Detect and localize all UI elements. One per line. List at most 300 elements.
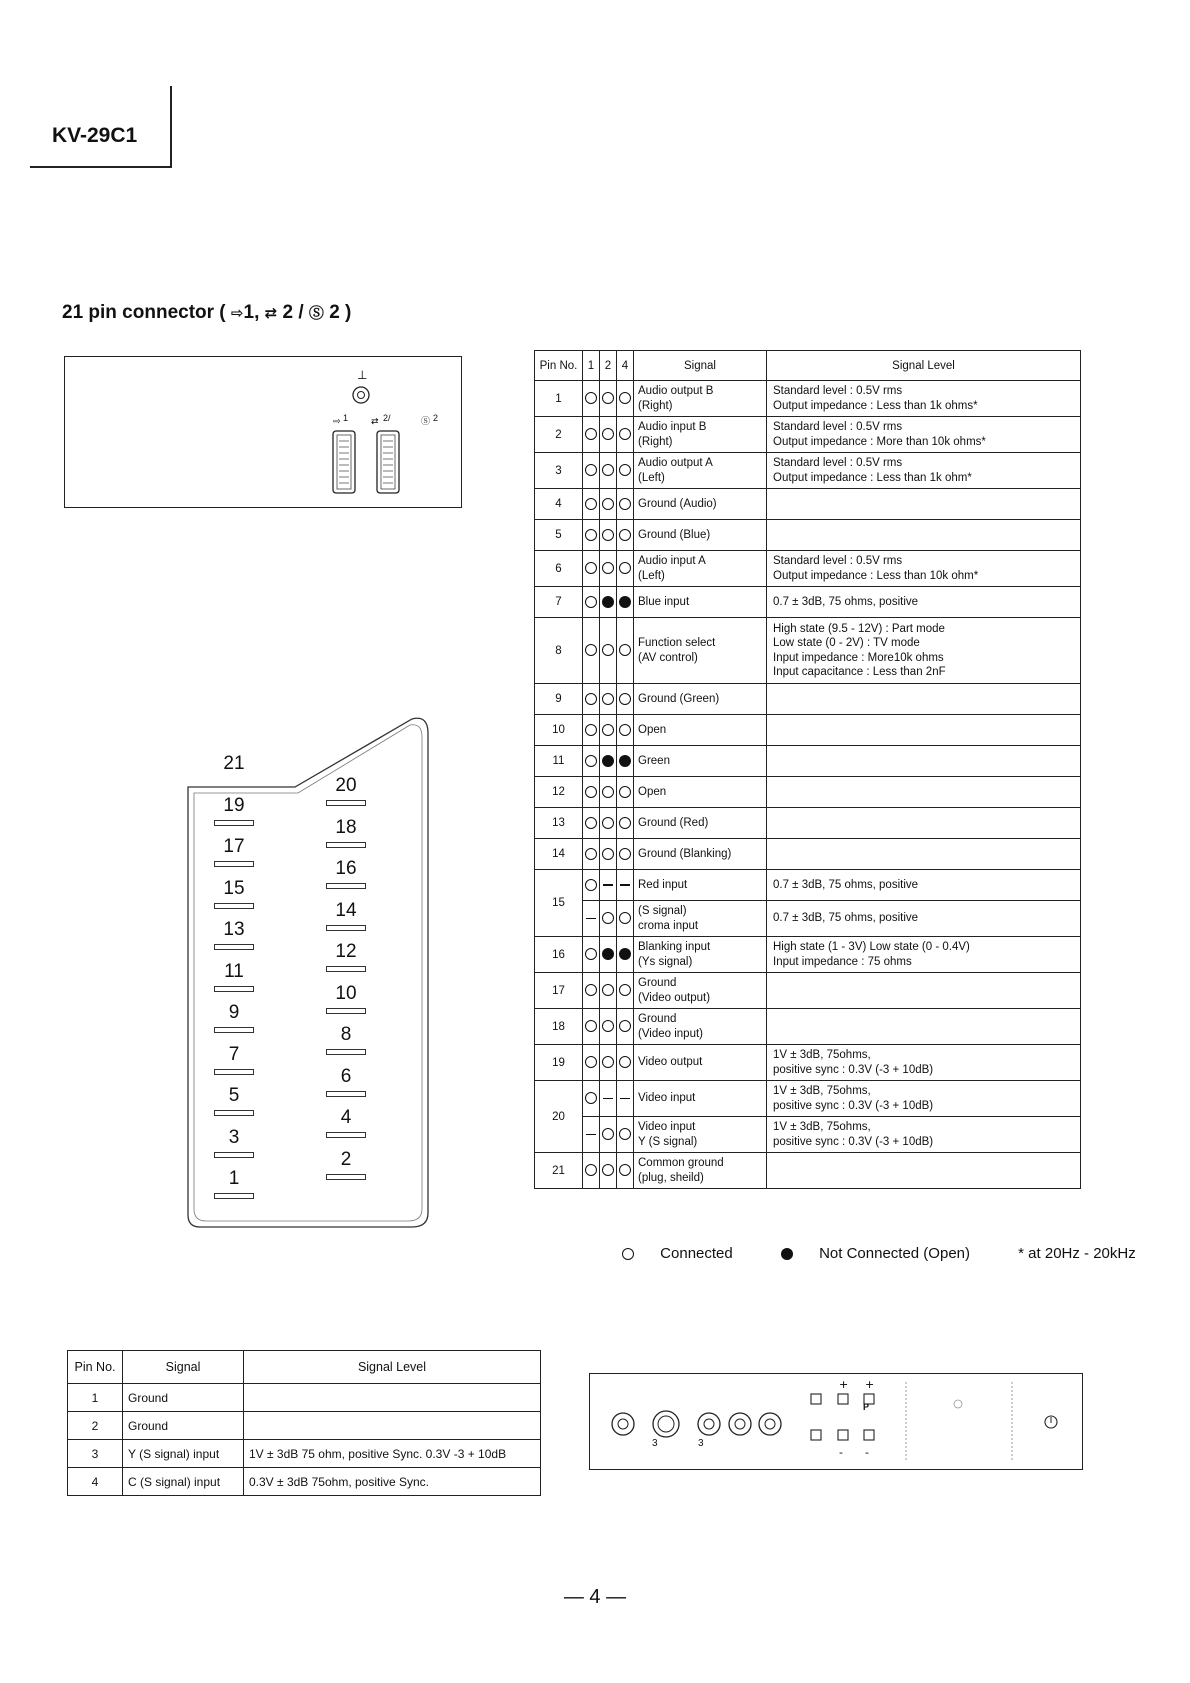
connected-icon	[602, 1056, 614, 1068]
front-label-p: P	[863, 1402, 870, 1412]
headphone-jack-icon	[612, 1413, 634, 1435]
signal-name: C (S signal) input	[123, 1468, 244, 1496]
signal-name: Ground (Audio)	[634, 489, 767, 520]
signal-level: Standard level : 0.5V rms Output impedance : More than 10k ohms*	[767, 417, 1081, 453]
header-level: Signal Level	[244, 1351, 541, 1384]
signal-name: Green	[634, 746, 767, 777]
pin-number: 11	[535, 746, 583, 777]
connected-icon	[619, 984, 631, 996]
connected-icon	[619, 498, 631, 510]
connected-icon	[602, 1020, 614, 1032]
connection-mark	[600, 1117, 617, 1153]
pin-label: 9	[228, 1002, 240, 1023]
table-row	[535, 973, 1081, 1009]
signal-level: Standard level : 0.5V rms Output impedance : Less than 1k ohm*	[767, 453, 1081, 489]
audio-r-jack-icon	[759, 1413, 781, 1435]
table-row	[535, 777, 1081, 808]
s-video-icon: Ⓢ	[421, 417, 431, 427]
title-1: 1,	[243, 302, 260, 323]
connection-mark	[600, 1153, 617, 1189]
table-row	[535, 1009, 1081, 1045]
connected-icon	[619, 428, 631, 440]
connected-icon	[585, 392, 597, 404]
pin-number: 19	[535, 1045, 583, 1081]
connection-mark	[600, 715, 617, 746]
pin-contact	[326, 1091, 366, 1097]
connected-icon	[602, 984, 614, 996]
connection-mark	[617, 1009, 634, 1045]
signal-level: Standard level : 0.5V rms Output impedance : Less than 1k ohms*	[767, 381, 1081, 417]
signal-level	[767, 1009, 1081, 1045]
table-row	[535, 489, 1081, 520]
scart-inout-icon: ⇄	[371, 417, 379, 427]
connection-mark	[583, 839, 600, 870]
signal-name: Common ground (plug, sheild)	[634, 1153, 767, 1189]
table-row	[68, 1384, 541, 1412]
button-icon	[838, 1394, 848, 1404]
not-applicable-icon	[586, 918, 596, 920]
front-panel-drawing	[590, 1374, 1082, 1469]
button-icon	[864, 1430, 874, 1440]
pin-number: 10	[535, 715, 583, 746]
signal-name: Blue input	[634, 587, 767, 618]
signal-name: Ground (Blue)	[634, 520, 767, 551]
audio-l-jack-icon	[729, 1413, 751, 1435]
connection-mark	[600, 1081, 617, 1117]
connection-mark	[600, 587, 617, 618]
pin-number: 18	[535, 1009, 583, 1045]
pin-contact	[214, 1069, 254, 1075]
legend	[622, 1245, 1158, 1262]
legend-connected: Connected	[660, 1245, 733, 1262]
header-pin: Pin No.	[68, 1351, 123, 1384]
signal-name: Audio output B (Right)	[634, 381, 767, 417]
not-connected-icon	[602, 755, 614, 767]
table-row	[535, 715, 1081, 746]
not-connected-icon	[619, 755, 631, 767]
connection-mark	[600, 746, 617, 777]
connected-icon	[602, 724, 614, 736]
button-icon	[811, 1430, 821, 1440]
connected-icon	[619, 562, 631, 574]
pin-label: 1	[228, 1168, 240, 1189]
connected-icon	[585, 948, 597, 960]
connection-mark	[583, 1153, 600, 1189]
connection-mark	[617, 839, 634, 870]
connection-mark	[583, 520, 600, 551]
connected-icon	[622, 1248, 634, 1260]
table-row	[535, 937, 1081, 973]
connection-mark	[600, 839, 617, 870]
pin-contact	[326, 1174, 366, 1180]
connection-mark	[600, 973, 617, 1009]
connected-icon	[602, 848, 614, 860]
connection-mark	[600, 489, 617, 520]
signal-level	[767, 520, 1081, 551]
connection-mark	[600, 808, 617, 839]
pin-contact	[214, 903, 254, 909]
signal-name: Video output	[634, 1045, 767, 1081]
connection-mark	[600, 618, 617, 684]
scart-1-connector	[333, 431, 355, 493]
pin-label: 20	[335, 775, 357, 796]
connection-mark	[617, 489, 634, 520]
plus-icon: +	[839, 1378, 849, 1391]
antenna-icon: ⊥	[357, 368, 368, 382]
connection-mark	[600, 777, 617, 808]
table-row	[535, 1045, 1081, 1081]
scart-inout-icon: ⇄	[264, 305, 278, 322]
signal-name: Ground (Video input)	[634, 1009, 767, 1045]
signal-name: Function select (AV control)	[634, 618, 767, 684]
connected-icon	[585, 529, 597, 541]
pin-label: 19	[223, 794, 245, 816]
connected-icon	[619, 1056, 631, 1068]
signal-level	[767, 684, 1081, 715]
connection-mark	[583, 489, 600, 520]
signal-level	[767, 839, 1081, 870]
connected-icon	[619, 848, 631, 860]
rear-panel-drawing	[65, 357, 461, 507]
pin-label: 3	[228, 1126, 240, 1148]
connection-mark	[617, 777, 634, 808]
pin-number: 2	[68, 1412, 123, 1440]
connection-mark	[583, 684, 600, 715]
not-applicable-icon	[603, 1098, 613, 1100]
connection-mark	[583, 777, 600, 808]
pin-contact	[326, 883, 366, 889]
connected-icon	[585, 755, 597, 767]
connected-icon	[585, 817, 597, 829]
connection-mark	[600, 937, 617, 973]
signal-name: (S signal) croma input	[634, 901, 767, 937]
signal-name: Video input Y (S signal)	[634, 1117, 767, 1153]
connected-icon	[585, 786, 597, 798]
pin-contact	[326, 800, 366, 806]
connected-icon	[602, 912, 614, 924]
front-label-3b: 3	[698, 1438, 704, 1449]
connection-mark	[583, 901, 600, 937]
pin-contact	[326, 1049, 366, 1055]
minus-icon: -	[865, 1446, 869, 1459]
table-header-row	[68, 1351, 541, 1384]
table-row	[535, 417, 1081, 453]
standby-indicator-icon	[954, 1400, 962, 1408]
button-icon	[838, 1430, 848, 1440]
signal-name: Ground (Green)	[634, 684, 767, 715]
connected-icon	[602, 1164, 614, 1176]
not-connected-icon	[781, 1248, 793, 1260]
connected-icon	[585, 428, 597, 440]
signal-level: High state (9.5 - 12V) : Part mode Low state (0 - 2V) : TV mode Input impedance : More10k ohms Input capacitance : Less than 2nF	[767, 618, 1081, 684]
pin-number: 4	[68, 1468, 123, 1496]
connection-mark	[617, 1045, 634, 1081]
signal-level: 0.3V ± 3dB 75ohm, positive Sync.	[244, 1468, 541, 1496]
table-row	[535, 870, 1081, 901]
connected-icon	[585, 1092, 597, 1104]
pin-label: 10	[335, 982, 357, 1004]
connected-icon	[585, 693, 597, 705]
connected-icon	[602, 392, 614, 404]
connection-mark	[617, 1081, 634, 1117]
pin-contact	[214, 1152, 254, 1158]
connection-mark	[583, 453, 600, 489]
connected-icon	[619, 1128, 631, 1140]
table-row	[68, 1440, 541, 1468]
pin-number: 13	[535, 808, 583, 839]
not-connected-icon	[602, 948, 614, 960]
connected-icon	[602, 464, 614, 476]
connection-mark	[583, 1117, 600, 1153]
signal-name: Ground	[123, 1412, 244, 1440]
pin-label: 5	[228, 1085, 240, 1106]
pin-number: 7	[535, 587, 583, 618]
s-video-jack-icon	[653, 1411, 679, 1437]
connection-mark	[617, 453, 634, 489]
front-panel	[589, 1373, 1083, 1470]
table-row	[535, 551, 1081, 587]
header-col-2: 2	[600, 351, 617, 381]
pin-contact	[214, 944, 254, 950]
signal-name: Audio input B (Right)	[634, 417, 767, 453]
connected-icon	[585, 1164, 597, 1176]
pin-signal-table	[534, 350, 1081, 1189]
signal-level: 0.7 ± 3dB, 75 ohms, positive	[767, 870, 1081, 901]
connected-icon	[619, 529, 631, 541]
signal-level: Standard level : 0.5V rms Output impedance : Less than 10k ohm*	[767, 551, 1081, 587]
signal-level	[767, 715, 1081, 746]
connection-mark	[600, 684, 617, 715]
not-connected-icon	[619, 948, 631, 960]
connected-icon	[619, 1164, 631, 1176]
signal-level	[767, 777, 1081, 808]
connected-icon	[585, 498, 597, 510]
signal-name: Audio input A (Left)	[634, 551, 767, 587]
signal-name: Ground (Blanking)	[634, 839, 767, 870]
pin-contact	[214, 1027, 254, 1033]
connection-mark	[600, 453, 617, 489]
button-icon	[811, 1394, 821, 1404]
pin-number: 9	[535, 684, 583, 715]
signal-level	[767, 489, 1081, 520]
table-row	[535, 684, 1081, 715]
signal-name: Open	[634, 715, 767, 746]
connection-mark	[583, 618, 600, 684]
pin-number: 21	[535, 1153, 583, 1189]
video-jack-icon	[698, 1413, 720, 1435]
pin-number: 1	[68, 1384, 123, 1412]
table-row	[535, 746, 1081, 777]
section-title	[62, 302, 351, 324]
header-pin: Pin No.	[535, 351, 583, 381]
connection-mark	[617, 1153, 634, 1189]
header-signal: Signal	[634, 351, 767, 381]
table-row	[535, 453, 1081, 489]
connected-icon	[585, 724, 597, 736]
connection-mark	[583, 973, 600, 1009]
not-applicable-icon	[603, 884, 613, 886]
connection-mark	[583, 1045, 600, 1081]
title-prefix: 21 pin connector (	[62, 302, 226, 323]
connected-icon	[585, 596, 597, 608]
connection-mark	[617, 1117, 634, 1153]
signal-level	[244, 1384, 541, 1412]
connected-icon	[602, 498, 614, 510]
table-row	[535, 808, 1081, 839]
pin-contact	[326, 925, 366, 931]
pin-label: 17	[223, 836, 245, 857]
connection-mark	[583, 746, 600, 777]
connected-icon	[619, 912, 631, 924]
plus-icon: +	[865, 1378, 875, 1391]
rear-panel	[64, 356, 462, 508]
signal-level	[767, 1153, 1081, 1189]
page-number: — 4 —	[563, 1586, 627, 1608]
table-row	[68, 1412, 541, 1440]
connected-icon	[619, 724, 631, 736]
scart-2-connector	[377, 431, 399, 493]
signal-level: 0.7 ± 3dB, 75 ohms, positive	[767, 901, 1081, 937]
signal-name: Open	[634, 777, 767, 808]
pin-contact	[214, 820, 254, 826]
signal-level: 1V ± 3dB, 75ohms, positive sync : 0.3V (-3 + 10dB)	[767, 1081, 1081, 1117]
pin-number: 14	[535, 839, 583, 870]
header-col-1: 1	[583, 351, 600, 381]
connected-icon	[602, 817, 614, 829]
signal-name: Ground	[123, 1384, 244, 1412]
pin-contact	[214, 861, 254, 867]
connection-mark	[600, 870, 617, 901]
connected-icon	[619, 1020, 631, 1032]
signal-name: Audio output A (Left)	[634, 453, 767, 489]
pin-number: 6	[535, 551, 583, 587]
connection-mark	[617, 417, 634, 453]
connection-mark	[617, 684, 634, 715]
rear-label-3: 2	[433, 413, 439, 423]
table-row	[535, 381, 1081, 417]
scart-in-icon: ⇨	[333, 417, 341, 427]
pin-label: 6	[340, 1065, 352, 1087]
connected-icon	[602, 529, 614, 541]
pin-label: 14	[335, 899, 357, 921]
connection-mark	[617, 973, 634, 1009]
connection-mark	[583, 715, 600, 746]
signal-level	[767, 808, 1081, 839]
minus-icon: -	[839, 1446, 843, 1459]
connected-icon	[585, 562, 597, 574]
connection-mark	[600, 381, 617, 417]
connection-mark	[617, 808, 634, 839]
pin-contact	[214, 1110, 254, 1116]
s-video-icon: Ⓢ	[308, 305, 324, 322]
table-row	[535, 901, 1081, 937]
pin-contact	[214, 986, 254, 992]
table-row	[535, 1081, 1081, 1117]
signal-name: Blanking input (Ys signal)	[634, 937, 767, 973]
connection-mark	[583, 808, 600, 839]
connected-icon	[585, 1020, 597, 1032]
model-number: KV-29C1	[52, 124, 138, 147]
pin-number: 16	[535, 937, 583, 973]
signal-level: 0.7 ± 3dB, 75 ohms, positive	[767, 587, 1081, 618]
signal-level: High state (1 - 3V) Low state (0 - 0.4V) Input impedance : 75 ohms	[767, 937, 1081, 973]
pin-number: 3	[535, 453, 583, 489]
pin-number: 4	[535, 489, 583, 520]
header-level: Signal Level	[767, 351, 1081, 381]
not-connected-icon	[602, 596, 614, 608]
connection-mark	[583, 1009, 600, 1045]
connected-icon	[602, 644, 614, 656]
pin-label: 11	[224, 960, 244, 982]
connected-icon	[602, 786, 614, 798]
pin-label: 4	[340, 1107, 352, 1128]
pin-label: 8	[340, 1024, 352, 1045]
connected-icon	[602, 562, 614, 574]
front-label-3a: 3	[652, 1438, 658, 1449]
antenna-jack-icon	[353, 387, 369, 403]
connection-mark	[583, 417, 600, 453]
table-row	[535, 587, 1081, 618]
connection-mark	[617, 618, 634, 684]
connected-icon	[619, 644, 631, 656]
pin-label: 21	[223, 753, 245, 774]
connection-mark	[617, 587, 634, 618]
connected-icon	[619, 693, 631, 705]
pin-number: 20	[535, 1081, 583, 1153]
signal-level: 1V ± 3dB, 75ohms, positive sync : 0.3V (-3 + 10dB)	[767, 1117, 1081, 1153]
not-applicable-icon	[620, 1098, 630, 1100]
connection-mark	[617, 870, 634, 901]
pin-number: 3	[68, 1440, 123, 1468]
connected-icon	[585, 879, 597, 891]
signal-level	[767, 973, 1081, 1009]
pin-number: 1	[535, 381, 583, 417]
not-applicable-icon	[586, 1134, 596, 1136]
connected-icon	[585, 848, 597, 860]
connected-icon	[619, 817, 631, 829]
header-signal: Signal	[123, 1351, 244, 1384]
signal-level: 1V ± 3dB, 75ohms, positive sync : 0.3V (-3 + 10dB)	[767, 1045, 1081, 1081]
connection-mark	[600, 1009, 617, 1045]
connected-icon	[585, 1056, 597, 1068]
rear-label-1: 1	[343, 413, 349, 423]
table-row	[535, 1117, 1081, 1153]
not-applicable-icon	[620, 884, 630, 886]
legend-note: * at 20Hz - 20kHz	[1018, 1245, 1136, 1262]
signal-name: Red input	[634, 870, 767, 901]
signal-level	[244, 1412, 541, 1440]
connected-icon	[602, 1128, 614, 1140]
connected-icon	[585, 464, 597, 476]
pin-label: 15	[223, 877, 245, 899]
title-2: 2 /	[282, 302, 304, 323]
pin-number: 17	[535, 973, 583, 1009]
pin-label: 7	[228, 1043, 240, 1065]
connection-mark	[600, 520, 617, 551]
pin-contact	[214, 1193, 254, 1199]
signal-name: Y (S signal) input	[123, 1440, 244, 1468]
pin-label: 13	[223, 919, 245, 940]
connection-mark	[600, 1045, 617, 1081]
signal-name: Video input	[634, 1081, 767, 1117]
connection-mark	[617, 715, 634, 746]
pin-number: 15	[535, 870, 583, 937]
connection-mark	[617, 937, 634, 973]
signal-name: Ground (Red)	[634, 808, 767, 839]
connection-mark	[617, 901, 634, 937]
signal-level	[767, 746, 1081, 777]
connection-mark	[617, 746, 634, 777]
